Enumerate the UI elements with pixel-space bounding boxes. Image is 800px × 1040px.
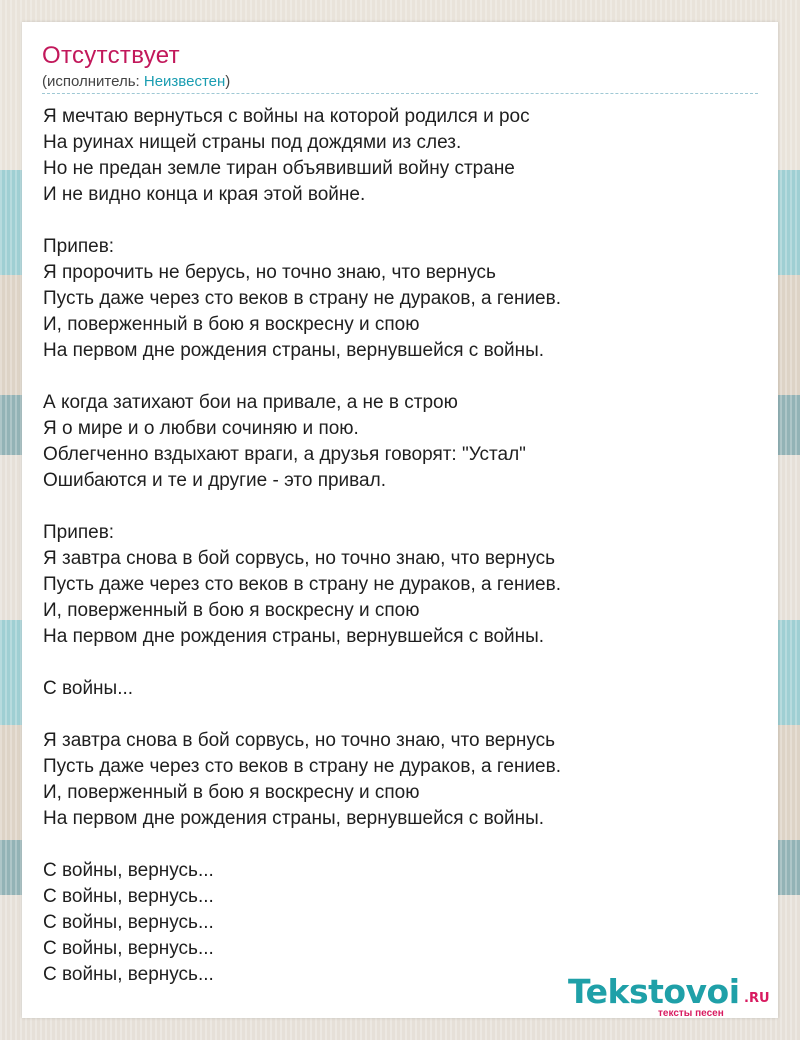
lyrics-line: Пусть даже через сто веков в страну не дураков, а гениев.	[43, 288, 561, 309]
logo-wordmark: Tekstovoi	[568, 972, 740, 1011]
title-divider	[42, 93, 758, 94]
lyrics-line: На первом дне рождения страны, вернувшейся с войны.	[43, 626, 545, 647]
lyrics-text	[43, 104, 763, 988]
lyrics-line: А когда затихают бои на привале, а не в строю	[43, 392, 458, 413]
logo-tagline: тексты песен	[658, 1008, 724, 1019]
lyrics-line: И не видно конца и края этой войне.	[43, 184, 366, 205]
lyrics-line: С войны, вернусь...	[43, 886, 214, 907]
performer-suffix: )	[225, 73, 231, 90]
site-logo[interactable]	[568, 972, 778, 1022]
lyrics-stanza	[43, 520, 763, 650]
lyrics-stanza	[43, 728, 763, 832]
lyrics-line: Я завтра снова в бой сорвусь, но точно знаю, что вернусь	[43, 548, 556, 569]
lyrics-line: И, поверженный в бою я воскресну и спою	[43, 314, 420, 335]
lyrics-stanza	[43, 390, 763, 494]
lyrics-line: И, поверженный в бою я воскресну и спою	[43, 600, 420, 621]
lyrics-line: Я мечтаю вернуться с войны на которой родился и рос	[43, 106, 530, 127]
lyrics-line: Ошибаются и те и другие - это привал.	[43, 470, 386, 491]
lyrics-line: На первом дне рождения страны, вернувшейся с войны.	[43, 340, 545, 361]
lyrics-line: Пусть даже через сто веков в страну не дураков, а гениев.	[43, 756, 561, 777]
lyrics-line: Припев:	[43, 236, 115, 257]
logo-tld: .RU	[744, 991, 770, 1006]
lyrics-line: И, поверженный в бою я воскресну и спою	[43, 782, 420, 803]
lyrics-line: Я пророчить не берусь, но точно знаю, что вернусь	[43, 262, 496, 283]
lyrics-line: С войны, вернусь...	[43, 938, 214, 959]
performer-prefix: (исполнитель:	[42, 73, 144, 90]
song-title: Отсутствует	[42, 42, 180, 69]
lyrics-stanza	[43, 858, 763, 988]
lyrics-line: Но не предан земле тиран объявивший войну стране	[43, 158, 515, 179]
lyrics-line: Я завтра снова в бой сорвусь, но точно знаю, что вернусь	[43, 730, 556, 751]
lyrics-line: На руинах нищей страны под дождями из слез.	[43, 132, 462, 153]
lyrics-stanza	[43, 104, 763, 208]
lyrics-card	[22, 22, 778, 1018]
lyrics-line: Припев:	[43, 522, 115, 543]
performer-link[interactable]: Неизвестен	[143, 73, 226, 90]
lyrics-stanza	[43, 676, 763, 702]
lyrics-stanza	[43, 234, 763, 364]
lyrics-line: С войны...	[43, 678, 134, 699]
lyrics-line: Я о мире и о любви сочиняю и пою.	[43, 418, 359, 439]
lyrics-line: На первом дне рождения страны, вернувшейся с войны.	[43, 808, 545, 829]
lyrics-line: С войны, вернусь...	[43, 964, 214, 985]
performer-line	[42, 73, 230, 90]
lyrics-line: С войны, вернусь...	[43, 912, 214, 933]
lyrics-line: Пусть даже через сто веков в страну не дураков, а гениев.	[43, 574, 561, 595]
lyrics-line: Облегченно вздыхают враги, а друзья говорят: "Устал"	[43, 444, 526, 465]
lyrics-line: С войны, вернусь...	[43, 860, 214, 881]
